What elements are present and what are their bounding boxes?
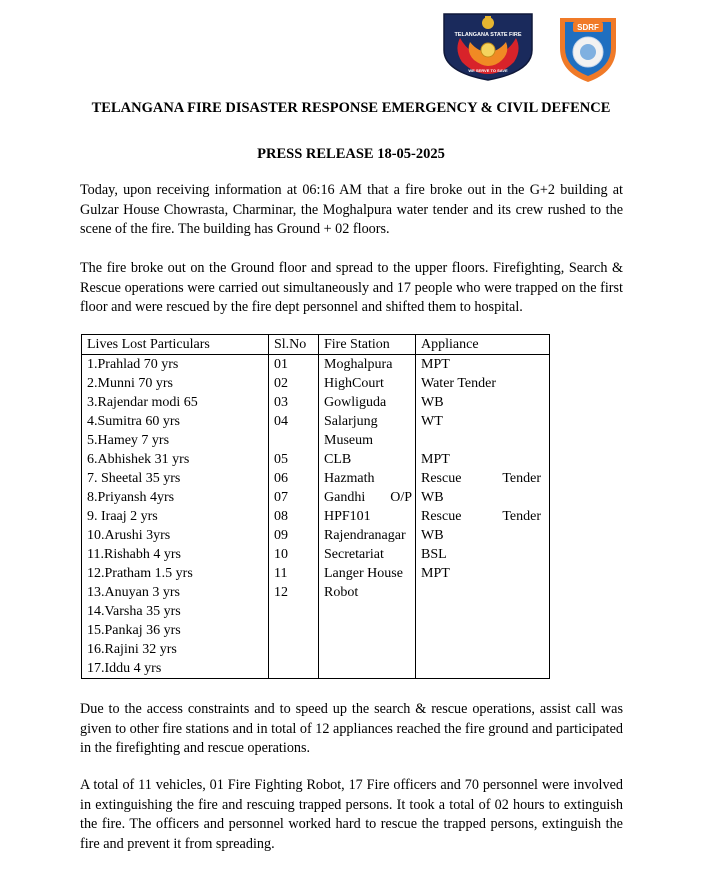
cell-appliance: MPT (416, 564, 550, 583)
cell-appliance (416, 507, 550, 526)
cell-sl-no (269, 640, 319, 659)
cell-sl-no: 03 (269, 393, 319, 412)
table-row (82, 564, 550, 583)
cell-lives-lost: 7. Sheetal 35 yrs (82, 469, 269, 488)
cell-appliance: WB (416, 488, 550, 507)
cell-appliance (416, 640, 550, 659)
cell-sl-no (269, 602, 319, 621)
logos (440, 10, 690, 82)
cell-sl-no: 02 (269, 374, 319, 393)
cell-sl-no: 10 (269, 545, 319, 564)
cell-sl-no: 09 (269, 526, 319, 545)
cell-appliance (416, 583, 550, 602)
table-row (82, 507, 550, 526)
cell-sl-no: 07 (269, 488, 319, 507)
cell-appliance: MPT (416, 450, 550, 469)
cell-lives-lost: 8.Priyansh 4yrs (82, 488, 269, 507)
appliance-justified (421, 507, 544, 526)
table-row (82, 659, 550, 679)
cell-sl-no: 11 (269, 564, 319, 583)
table-row (82, 412, 550, 431)
cell-lives-lost: 3.Rajendar modi 65 (82, 393, 269, 412)
table-row (82, 621, 550, 640)
table-row (82, 545, 550, 564)
cell-appliance: MPT (416, 355, 550, 375)
cell-appliance (416, 659, 550, 679)
cell-lives-lost: 17.Iddu 4 yrs (82, 659, 269, 679)
header-fire-station: Fire Station (319, 335, 416, 355)
cell-sl-no (269, 431, 319, 450)
telangana-fire-logo (440, 10, 536, 82)
cell-appliance (416, 602, 550, 621)
cell-fire-station: Gowliguda (319, 393, 416, 412)
header-appliance: Appliance (416, 335, 550, 355)
cell-lives-lost: 1.Prahlad 70 yrs (82, 355, 269, 375)
cell-lives-lost: 5.Hamey 7 yrs (82, 431, 269, 450)
table-row (82, 583, 550, 602)
cell-lives-lost: 10.Arushi 3yrs (82, 526, 269, 545)
cell-sl-no: 05 (269, 450, 319, 469)
cell-appliance: Water Tender (416, 374, 550, 393)
cell-lives-lost: 9. Iraaj 2 yrs (82, 507, 269, 526)
table-row (82, 355, 550, 375)
cell-fire-station: CLB (319, 450, 416, 469)
sdrf-logo-text: SDRF (577, 23, 599, 32)
cell-lives-lost: 14.Varsha 35 yrs (82, 602, 269, 621)
casualty-appliance-table (81, 334, 550, 679)
cell-sl-no: 06 (269, 469, 319, 488)
table-header-row (82, 335, 550, 355)
paragraph-spread: The fire broke out on the Ground floor and spread to the upper floors. Firefighting, Search & Rescue operations were carried out simultaneously and 17 people who were trapped on the first floor and were rescued by the fire dept personnel and shifted them to hospital. (80, 260, 623, 315)
cell-fire-station: Museum (319, 431, 416, 450)
appliance-justified (421, 469, 544, 488)
cell-lives-lost: 4.Sumitra 60 yrs (82, 412, 269, 431)
cell-lives-lost: 15.Pankaj 36 yrs (82, 621, 269, 640)
cell-fire-station: HPF101 (319, 507, 416, 526)
cell-sl-no: 12 (269, 583, 319, 602)
cell-lives-lost: 11.Rishabh 4 yrs (82, 545, 269, 564)
organization-title: TELANGANA FIRE DISASTER RESPONSE EMERGENCY & CIVIL DEFENCE (91, 100, 611, 116)
cell-fire-station (319, 640, 416, 659)
cell-sl-no: 01 (269, 355, 319, 375)
sdrf-logo (552, 12, 624, 84)
paragraph-summary: A total of 11 vehicles, 01 Fire Fighting Robot, 17 Fire officers and 70 personnel were involved in extinguishing the fire and rescuing trapped persons. It took a total of 02 hours to extinguish the fire. The officers and personnel worked hard to rescue the trapped persons, extinguish the fire and prevent it from spreading. (80, 777, 623, 852)
cell-appliance (416, 469, 550, 488)
cell-fire-station: Secretariat (319, 545, 416, 564)
table-row (82, 393, 550, 412)
table-row (82, 374, 550, 393)
table-row (82, 431, 550, 450)
cell-appliance: WB (416, 526, 550, 545)
cell-fire-station: HighCourt (319, 374, 416, 393)
split-word: Gandhi (324, 490, 366, 505)
cell-fire-station (319, 621, 416, 640)
cell-sl-no (269, 621, 319, 640)
split-word: Rescue (421, 471, 462, 486)
cell-appliance: WB (416, 393, 550, 412)
cell-lives-lost: 6.Abhishek 31 yrs (82, 450, 269, 469)
cell-fire-station: Langer House (319, 564, 416, 583)
table-body (82, 355, 550, 679)
cell-fire-station: Robot (319, 583, 416, 602)
cell-fire-station: Salarjung (319, 412, 416, 431)
cell-fire-station: Rajendranagar (319, 526, 416, 545)
cell-lives-lost: 16.Rajini 32 yrs (82, 640, 269, 659)
cell-fire-station: Moghalpura (319, 355, 416, 375)
cell-appliance (416, 621, 550, 640)
cell-sl-no (269, 659, 319, 679)
cell-fire-station (319, 659, 416, 679)
header-sl-no: Sl.No (269, 335, 319, 355)
station-justified (324, 488, 415, 507)
header-lives-lost: Lives Lost Particulars (82, 335, 269, 355)
table-row (82, 469, 550, 488)
table-row (82, 488, 550, 507)
split-word: Rescue (421, 509, 462, 524)
cell-fire-station (319, 488, 416, 507)
cell-appliance (416, 431, 550, 450)
cell-lives-lost: 2.Munni 70 yrs (82, 374, 269, 393)
press-release-title: PRESS RELEASE 18-05-2025 (257, 146, 445, 162)
cell-lives-lost: 12.Pratham 1.5 yrs (82, 564, 269, 583)
cell-fire-station: Hazmath (319, 469, 416, 488)
paragraph-intro: Today, upon receiving information at 06:16 AM that a fire broke out in the G+2 building at Gulzar House Chowrasta, Charminar, the Moghalpura water tender and its crew rushed to the scene of the fire. The building has Ground + 02 floors. (80, 182, 623, 237)
split-word: Tender (502, 471, 541, 486)
fire-logo-motto: WE SERVE TO SAVE (468, 68, 508, 73)
split-word: O/P (390, 490, 412, 505)
cell-sl-no: 08 (269, 507, 319, 526)
cell-fire-station (319, 602, 416, 621)
fire-logo-text: TELANGANA STATE FIRE (454, 32, 522, 38)
split-word: Tender (502, 509, 541, 524)
cell-sl-no: 04 (269, 412, 319, 431)
cell-appliance: WT (416, 412, 550, 431)
table-row (82, 640, 550, 659)
cell-lives-lost: 13.Anuyan 3 yrs (82, 583, 269, 602)
table-row (82, 450, 550, 469)
cell-appliance: BSL (416, 545, 550, 564)
table-row (82, 602, 550, 621)
paragraph-assist-call: Due to the access constraints and to speed up the search & rescue operations, assist call was given to other fire stations and in total of 12 appliances reached the fire ground and participated in the firefighting and rescue operations. (80, 701, 623, 756)
table-row (82, 526, 550, 545)
